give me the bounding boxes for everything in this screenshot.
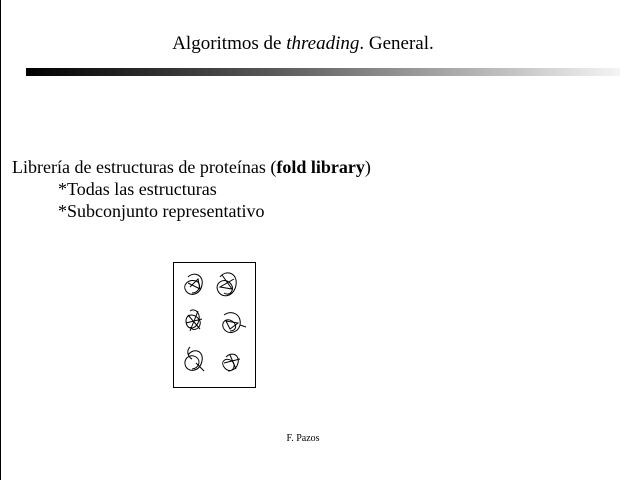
title-prefix: Algoritmos de — [172, 33, 287, 54]
slide-body — [12, 156, 371, 222]
library-line-suffix: ) — [364, 157, 371, 177]
protein-structure-6 — [223, 354, 240, 371]
slide-footer: F. Pazos — [286, 433, 320, 444]
slide-title — [0, 33, 606, 55]
bullet-all-structures: *Todas las estructuras — [58, 179, 217, 199]
fold-library-figure — [173, 262, 256, 388]
title-italic: threading — [286, 33, 360, 54]
slide-left-border — [0, 0, 1, 480]
library-line-prefix: Librería de estructuras de proteínas ( — [12, 157, 277, 177]
title-gradient-bar — [26, 68, 620, 76]
protein-structure-4 — [223, 313, 246, 333]
protein-structure-1 — [185, 274, 203, 294]
protein-structure-2 — [217, 273, 236, 296]
title-suffix: . General. — [359, 33, 434, 54]
protein-structure-3 — [186, 310, 202, 331]
fold-library-term: fold library — [276, 157, 365, 177]
bullet-representative-subset: *Subconjunto representativo — [58, 201, 265, 221]
library-line — [12, 156, 371, 178]
protein-structure-5 — [185, 347, 204, 371]
